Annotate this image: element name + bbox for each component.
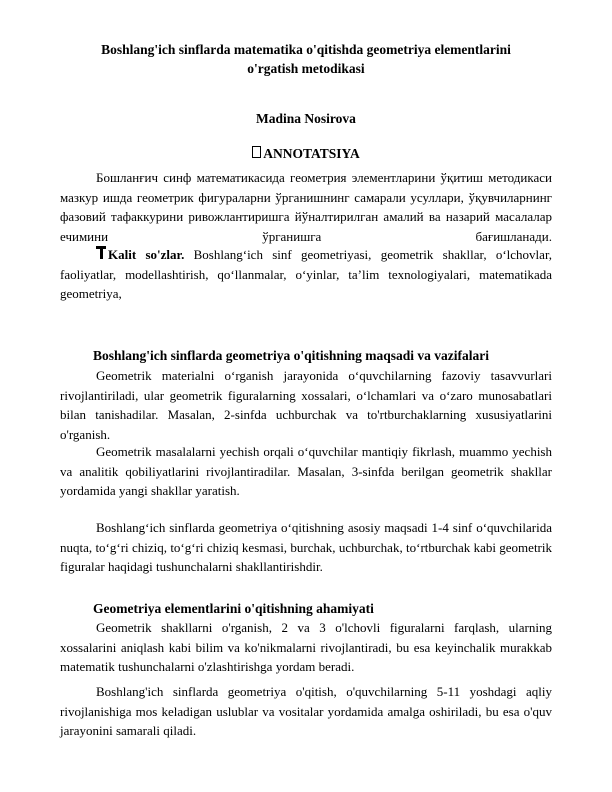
keywords-label: Kalit so'zlar. xyxy=(108,247,185,262)
title-line-1: Boshlang'ich sinflarda matematika o'qitishda geometriya elementlarini xyxy=(101,42,511,57)
missing-glyph-box-icon xyxy=(252,146,261,158)
keywords-paragraph xyxy=(60,245,552,304)
section-1-paragraph-1: Geometrik materialni o‘rganish jarayonida o‘quvchilarning fazoviy tasavvurlari rivojlantiriladi, ular geometrik figuralarning xossalari, o‘lchamlari va o‘zaro munosabatlari bilan tanishadilar. Masalan, 2-sinfda uchburchak va to'rtburchaklarning xususiyatlarini o'rganish. xyxy=(60,368,552,442)
title-line-2: o'rgatish metodikasi xyxy=(247,61,365,76)
paper-title xyxy=(60,40,552,78)
annotation-paragraph: Бошланғич синф математикасида геометрия элементларини ўқитиш методикаси мазкур ишда геометрик фигураларни ўрганишнинг самарали усуллари, ўқувчиларнинг фазовий тафаккурини ривожлантиришга йўналтирилган амалий ва назарий масалалар ечимини ўрганишга бағишланади. xyxy=(60,170,552,244)
section-1-paragraph-2: Geometrik masalalarni yechish orqali o‘quvchilar mantiqiy fikrlash, muammo yechish va analitik qobiliyatlarini rivojlantiradilar. Masalan, 3-sinfda berilgan geometrik shakllar yordamida yangi shakllar yaratish. xyxy=(60,444,552,499)
keyword-pin-icon xyxy=(96,246,106,260)
section-1-heading: Boshlang'ich sinflarda geometriya o'qitishning maqsadi va vazifalari xyxy=(93,348,490,363)
author-name: Madina Nosirova xyxy=(256,111,356,126)
annotation-heading-text: ANNOTATSIYA xyxy=(263,146,360,161)
annotation-heading xyxy=(60,146,552,162)
section-1-paragraph-3: Boshlang‘ich sinflarda geometriya o‘qitishning asosiy maqsadi 1-4 sinf o‘quvchilarida nuqta, to‘g‘ri chiziq, to‘g‘ri chiziq kesmasi, burchak, uchburchak, to‘rtburchak kabi geometrik figuralar haqidagi tushunchalarni shakllantirishdir. xyxy=(60,520,552,575)
section-2-paragraph-2: Boshlang'ich sinflarda geometriya o'qitish, o'quvchilarning 5-11 yoshdagi aqliy rivojlanishiga mos keladigan uslublar va vositalar yordamida amalga oshiriladi, bu esa o'quv jarayonini samarali qiladi. xyxy=(60,684,552,739)
section-2-paragraph-1: Geometrik shakllarni o'rganish, 2 va 3 o'lchovli figuralarni farqlash, ularning xossalarini aniqlash kabi bilim va ko'nikmalarni rivojlantiradi, bu esa keyinchalik murakkab matematik tushunchalarni o'zlashtirishga yordam beradi. xyxy=(60,620,552,675)
keywords-text: Boshlang‘ich sinf geometriyasi, geometrik shakllar, o‘lchovlar, faoliyatlar, modellashtirish, qo‘llanmalar, o‘yinlar, ta’lim texnologiyalari, matematikada geometriya, xyxy=(60,247,552,302)
section-2-heading: Geometriya elementlarini o'qitishning ahamiyati xyxy=(93,601,374,616)
